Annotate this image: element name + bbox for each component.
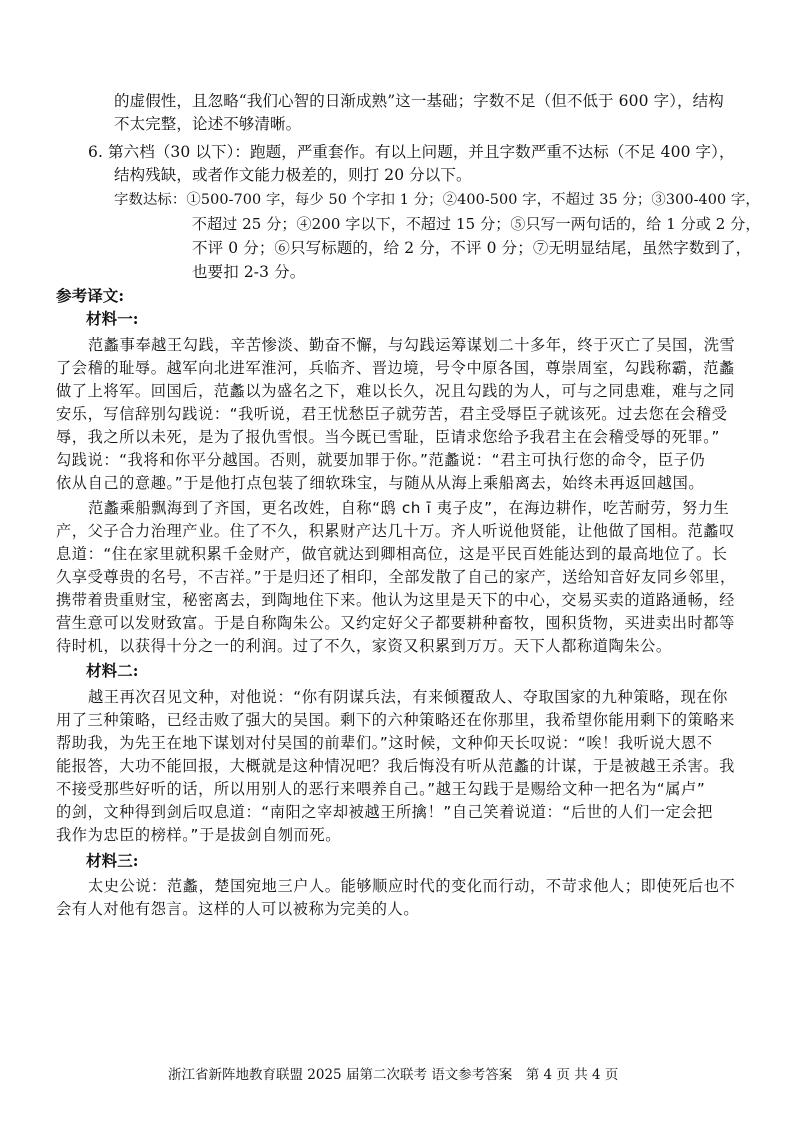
m3-line-2: 会有人对他有怨言。这样的人可以被称为完美的人。	[56, 900, 420, 918]
m1p1-line-5: 辱，我之所以未死，是为了报仇雪恨。当今既已雪耻，臣请求您给予我君主在会稽受辱的死罪。”	[56, 428, 720, 446]
word-count-line-1: 字数达标：①500-700 字，每少 50 个字扣 1 分；②400-500 字，不超过 35 分；③300-400 字，	[114, 192, 760, 208]
translation-heading: 参考译文:	[56, 286, 125, 305]
m1p2-line-1: 范蠡乘船飘海到了齐国，更名改姓，自称“鸱 ch ī 夷子皮”，在海边耕作，吃苦耐劳，努力生	[88, 499, 730, 517]
m1p2-line-3: 息道：“住在家里就积累千金财产，做官就达到卿相高位，这是平民百姓能达到的最高地位了。长	[56, 545, 728, 563]
word-count-line-4: 也要扣 2-3 分。	[192, 263, 306, 281]
m2-line-1: 越王再次召见文种，对他说：“你有阴谋兵法，有来倾覆敌人、夺取国家的九种策略，现在你	[88, 688, 728, 706]
m1p2-line-7: 待时机，以获得十分之一的利润。过了不久，家资又积累到万万。天下人都称道陶朱公。	[56, 637, 672, 655]
m1p2-line-2: 产，父子合力治理产业。住了不久，积累财产达几十万。齐人听说他贤能，让他做了国相。范蠡叹	[56, 522, 735, 540]
m1p1-line-7: 依从自己的意趣。”于是他打点包装了细软珠宝，与随从从海上乘船离去，始终未再返回越国。	[56, 474, 705, 492]
m2-line-5: 不接受那些好听的话，所以用别人的恶行来喂养自己。”越王勾践于是赐给文种一把名为“属卢”	[56, 780, 706, 798]
material2-label: 材料二:	[86, 661, 139, 680]
m2-line-7: 我作为忠臣的榜样。”于是拔剑自刎而死。	[56, 826, 342, 844]
m1p2-line-5: 携带着贵重财宝，秘密离去，到陶地住下来。他认为这里是天下的中心，交易买卖的道路通畅，经	[56, 591, 735, 609]
tier5-line-2: 不太完整，论述不够清晰。	[114, 115, 302, 133]
tier5-line-1: 的虚假性，且忽略“我们心智的日渐成熟”这一基础；字数不足（但不低于 600 字），结构	[114, 92, 724, 110]
word-count-line-3: 不评 0 分；⑥只写标题的，给 2 分，不评 0 分；⑦无明显结尾，虽然字数到了，	[192, 239, 752, 257]
m1p1-line-2: 了会稽的耻辱。越军向北进军淮河，兵临齐、晋边境，号令中原各国，尊崇周室，勾践称霸，范蠡	[56, 359, 735, 377]
m1p1-line-6: 勾践说：“我将和你平分越国。否则，就要加罪于你。”范蠡说：“君主可执行您的命令，臣子仍	[56, 451, 706, 469]
tier6-line-1: 6. 第六档（30 以下）：跑题，严重套作。有以上问题，并且字数严重不达标（不足 400 字），	[88, 143, 735, 161]
material3-label: 材料三:	[86, 851, 139, 870]
m2-line-3: 帮助我，为先王在地下谋划对付吴国的前辈们。”这时候，文种仰天长叹说：“唉！我听说大恩不	[56, 734, 713, 752]
m1p1-line-1: 范蠡事奉越王勾践，辛苦惨淡、勤奋不懈，与勾践运筹谋划二十多年，终于灭亡了吴国，洗雪	[88, 336, 736, 354]
m1p2-line-6: 营生意可以发财致富。于是自称陶朱公。又约定好父子都要耕种畜牧，囤积货物，买进卖出时都等	[56, 614, 735, 632]
page-footer: 浙江省新阵地教育联盟 2025 届第二次联考 语文参考答案 第 4 页 共 4 页	[168, 1067, 619, 1083]
word-count-line-2: 不超过 25 分；④200 字以下，不超过 15 分；⑤只写一两句话的，给 1 分或 2 分，	[192, 215, 761, 233]
m1p2-line-4: 久享受尊贵的名号，不吉祥。”于是归还了相印，全部发散了自己的家产，送给知音好友同乡邻里，	[56, 568, 736, 586]
m2-line-2: 用了三种策略，已经击败了强大的吴国。剩下的六种策略还在你那里，我希望你能用剩下的策略来	[56, 711, 735, 729]
m2-line-4: 能报答，大功不能回报，大概就是这种情况吧？我后悔没有听从范蠡的计谋，于是被越王杀害。我	[56, 757, 735, 775]
tier6-line-2: 结构残缺，或者作文能力极差的，则打 20 分以下。	[114, 166, 472, 184]
m1p1-line-3: 做了上将军。回国后，范蠡以为盛名之下，难以长久，况且勾践的为人，可与之同患难，难与之同	[56, 382, 735, 400]
material1-label: 材料一:	[86, 309, 139, 328]
m2-line-6: 的剑，文种得到剑后叹息道：“南阳之宰却被越王所擒！”自己笑着说道：“后世的人们一定会把	[56, 803, 713, 821]
m1p1-line-4: 安乐，写信辞别勾践说：“我听说，君王忧愁臣子就劳苦，君主受辱臣子就该死。过去您在会稽受	[56, 405, 728, 423]
m3-line-1: 太史公说：范蠡，楚国宛地三户人。能够顺应时代的变化而行动，不苛求他人；即使死后也不	[88, 877, 736, 895]
